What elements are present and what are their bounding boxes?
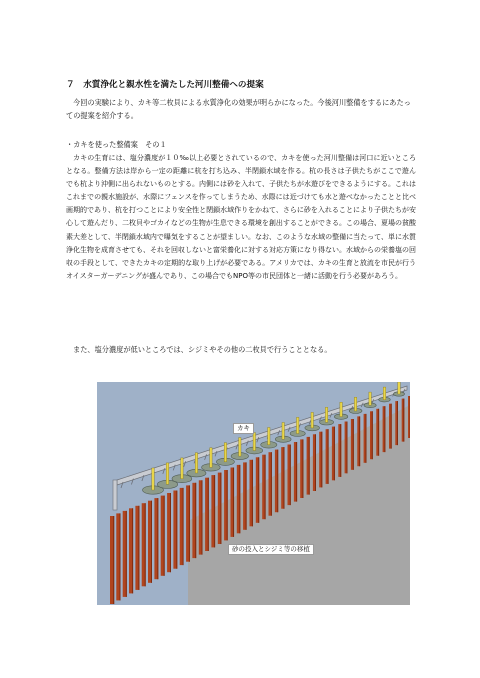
- pile-shade: [309, 437, 310, 495]
- pile-shade: [359, 416, 360, 466]
- oyster-post: [268, 428, 270, 445]
- oyster-post: [383, 387, 385, 400]
- oyster-post: [224, 443, 226, 462]
- pile-shade: [277, 450, 278, 513]
- pile-shade: [183, 488, 184, 565]
- section-heading: ７ 水質浄化と親水性を満たした河川整備への提案: [66, 80, 264, 90]
- pile-shade: [208, 478, 209, 551]
- pile-shade: [113, 516, 114, 604]
- body-paragraph: カキの生育には、塩分濃度が１０‰以上必要とされているので、カキを使った河川整備は河口に近いところとなる。整備方法は岸から一定の距離に杭を打ち込み、半閉鎖水域を作る。杭の長さは子供たちがここで遊んでも杭より沖側に出られないものとする。内側には砂を入れて、子供たちが水遊びをできるようにする。これはこれまでの親水施設が、水際にフェンスを作ってしまうため、水際には近づけても水と遊べなかったことと比べ画期的であり、杭を打つことにより安全性と閉鎖水域作りをかねて、さらに砂を入れることにより子供たちが安心して遊んだり、二枚貝やゴカイなどの生物が生息できる環境を創出することができる。この場合、夏場の貧酸素大差として、半閉鎖水域内で曝気をすることが望ましい。なお、このような水域の整備に当たって、単に水質浄化生物を成育させても、それを回収しないと富栄養化に対する対応方策になり得ない。水域からの栄養塩の回収の手段として、できたカキの定期的な取り上げが必要である。アメリカでは、カキの生育と放流を市民が行うオイスターガーデニングが盛んであり、この場合でもNPO等の市民団体と一緒に活動を行う必要があろう。: [66, 154, 416, 280]
- oyster-post: [340, 402, 342, 416]
- pile-shade: [290, 445, 291, 506]
- pile-shade: [214, 475, 215, 547]
- rail-end-post: [113, 480, 117, 510]
- pile-shade: [265, 455, 266, 520]
- subheading: ・カキを使った整備案 その１: [66, 140, 167, 149]
- oyster-label: カキ: [233, 423, 254, 434]
- pile-shade: [132, 508, 133, 593]
- pile-shade: [126, 511, 127, 597]
- pile-shade: [220, 473, 221, 544]
- pile-shade: [334, 427, 335, 481]
- pile-shade: [252, 460, 253, 527]
- closing-paragraph: また、塩分濃度が低いところでは、シジミやその他の二枚貝で行うこととなる。: [73, 345, 332, 354]
- pile-shade: [366, 414, 367, 463]
- pile-shade: [151, 501, 152, 583]
- oyster-post: [152, 468, 154, 490]
- oyster-post: [239, 438, 241, 457]
- pile-shade: [296, 442, 297, 502]
- oyster-post: [195, 453, 197, 473]
- oyster-post: [181, 458, 183, 479]
- pile-shade: [403, 399, 404, 442]
- pile-shade: [138, 506, 139, 590]
- pile-shade: [391, 404, 392, 449]
- pile-shade: [170, 493, 171, 572]
- oyster-post: [369, 392, 371, 405]
- pile-shade: [384, 406, 385, 452]
- pile-shade: [157, 498, 158, 579]
- pile-shade: [176, 491, 177, 569]
- pile-shade: [328, 429, 329, 484]
- intro-paragraph: 今回の実験により、カキ等二枚貝による水質浄化の効果が明らかになった。今後河川整備をするにあたっての提案を紹介する。: [66, 98, 411, 120]
- pile-shade: [315, 434, 316, 491]
- pile-shade: [233, 468, 234, 537]
- pile-shade: [189, 485, 190, 561]
- river-improvement-illustration: [97, 382, 410, 605]
- oyster-post: [297, 417, 299, 433]
- pile-shade: [284, 447, 285, 509]
- oyster-post: [282, 423, 284, 440]
- oyster-post: [398, 382, 400, 394]
- pile-shade: [353, 419, 354, 470]
- pile-shade: [378, 409, 379, 456]
- pile-shade: [397, 401, 398, 445]
- pile-shade: [195, 483, 196, 558]
- oyster-post: [325, 407, 327, 422]
- oyster-post: [210, 448, 212, 468]
- pile-shade: [120, 513, 121, 600]
- sand-transplant-label: 砂の投入とシジミ等の移植: [228, 544, 314, 555]
- oyster-post: [354, 397, 356, 411]
- pile-shade: [271, 452, 272, 516]
- oyster-post: [253, 433, 255, 451]
- oyster-post: [166, 463, 168, 484]
- pile-shade: [145, 503, 146, 586]
- pile-shade: [246, 462, 247, 529]
- pile-shade: [372, 411, 373, 459]
- pile-shade: [202, 480, 203, 554]
- pile-shade: [227, 470, 228, 540]
- pile-shade: [164, 496, 165, 576]
- pile-shade: [340, 424, 341, 477]
- pile-shade: [347, 422, 348, 474]
- pile-shade: [239, 465, 240, 533]
- pile-shade: [321, 432, 322, 488]
- pile-shade: [302, 439, 303, 498]
- illustration-canvas: [97, 382, 410, 605]
- pile-shade: [258, 457, 259, 523]
- oyster-post: [311, 412, 313, 428]
